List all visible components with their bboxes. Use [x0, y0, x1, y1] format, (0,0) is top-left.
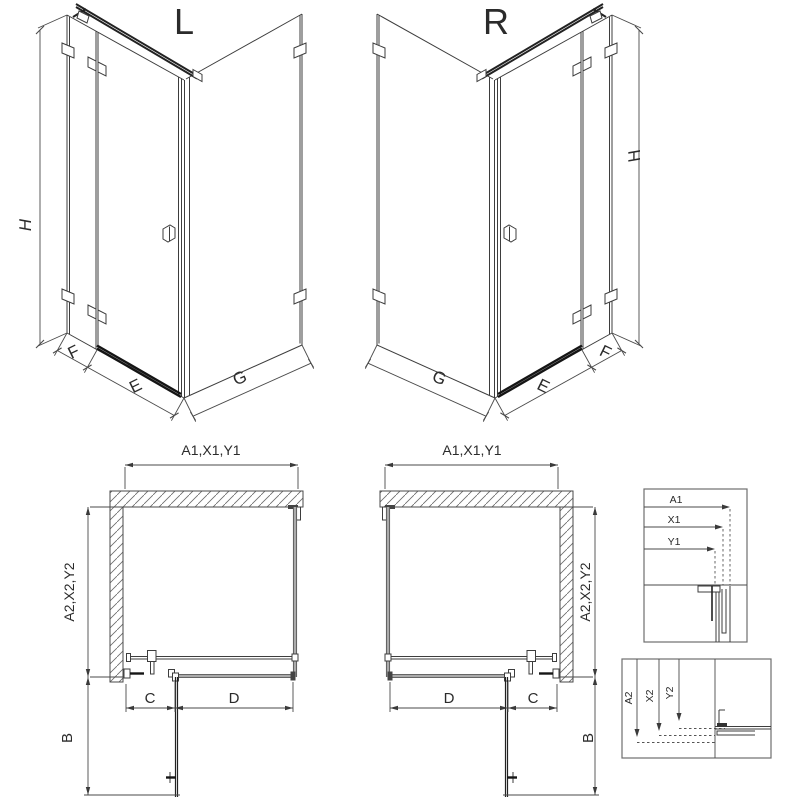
dim-label-g-left: G — [229, 366, 250, 390]
dim-label-b-right: B — [580, 732, 597, 744]
wall-side-right-plan — [560, 507, 573, 682]
detail-label-x1: X1 — [667, 514, 681, 526]
detail-label-y2: Y2 — [664, 686, 676, 700]
dim-label-width-left: A1,X1,Y1 — [181, 442, 241, 458]
dim-label-c-right: C — [527, 690, 539, 707]
dim-label-depth-right: A2,X2,Y2 — [577, 562, 593, 622]
detail-box-width-frame — [644, 489, 747, 642]
dim-label-g-right: G — [429, 366, 450, 390]
dim-label-c-left: C — [144, 690, 156, 707]
dim-label-h-right: H — [624, 148, 644, 164]
dim-label-depth-left: A2,X2,Y2 — [61, 562, 77, 622]
iso-view-left — [15, 1, 314, 422]
wall-side-left-plan — [110, 507, 123, 682]
iso-view-right — [365, 1, 644, 422]
detail-label-x2: X2 — [644, 689, 656, 703]
detail-box-depth-frame — [622, 659, 771, 758]
detail-label-a2: A2 — [623, 691, 635, 705]
wall-profile-section-depth — [715, 710, 771, 735]
dim-label-e-left: E — [126, 375, 145, 398]
dim-label-h-left: H — [15, 216, 35, 233]
detail-box-width — [644, 489, 747, 642]
plan-view-right — [380, 442, 599, 797]
dim-label-d-right: D — [443, 690, 455, 707]
detail-label-a1: A1 — [669, 494, 683, 506]
iso-left-title: L — [173, 1, 195, 42]
dim-label-b-left: B — [59, 732, 76, 744]
wall-top-right-plan — [380, 491, 573, 507]
plan-view-left — [59, 442, 303, 797]
detail-label-y1: Y1 — [667, 536, 681, 548]
dim-label-f-right: F — [596, 341, 615, 363]
dim-label-e-right: E — [534, 375, 553, 398]
dim-label-d-left: D — [228, 690, 240, 707]
wall-top-left-plan — [110, 491, 303, 507]
iso-right-title: R — [483, 1, 509, 42]
wall-profile-section-width — [698, 586, 730, 642]
detail-box-depth — [622, 659, 771, 758]
dim-label-f-left: F — [64, 341, 83, 363]
dim-label-width-right: A1,X1,Y1 — [442, 442, 502, 458]
